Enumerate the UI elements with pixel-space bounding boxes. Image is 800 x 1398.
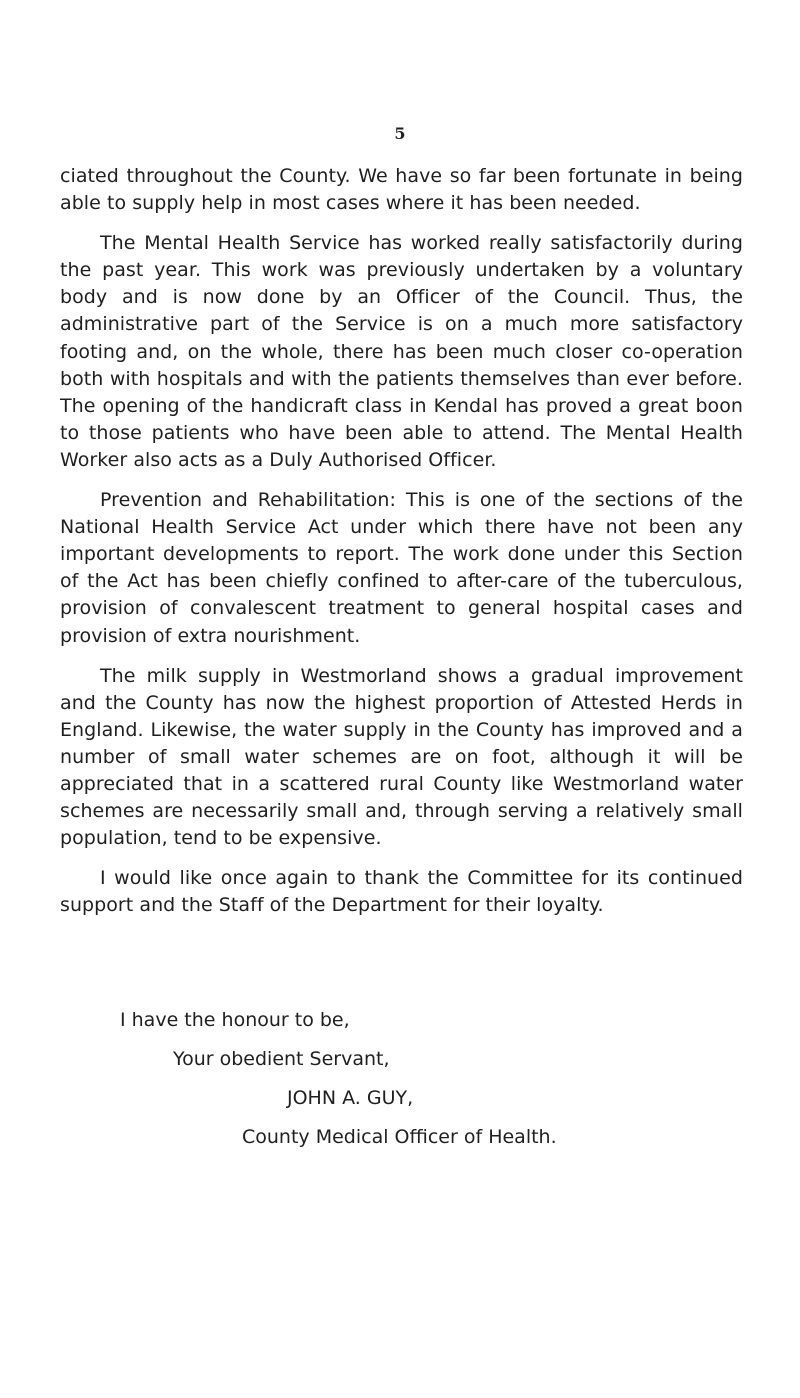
paragraph-prevention: Prevention and Rehabilitation: This is one of the sections of the National Health Service Act under which there have not been any important developments to report. The work done under this Section of the Act has been chiefly confined to after-care of the tuberculous, provision of convalescent treatment to general hospital cases and provision of extra nourishment. [60, 489, 743, 647]
paragraph-continuation: ciated throughout the County. We have so far been fortunate in being able to supply help in most cases where it has been needed. [60, 165, 743, 215]
page-number: 5 [394, 124, 406, 143]
paragraph-milk-water: The milk supply in Westmorland shows a gradual improvement and the County has now the highest proportion of Attested Herds in England. Likewise, the water supply in the County has improved and a number of small water schemes are on foot, although it will be appreciated that in a scattered rural County like Westmorland water schemes are necessarily small and, through serving a relatively small population, tend to be expensive. [60, 664, 743, 850]
closing-honour-line: I have the honour to be, [120, 1009, 350, 1031]
paragraph-mental-health: The Mental Health Service has worked really satisfactorily during the past year. This work was previously undertaken by a voluntary body and is now done by an Officer of the Council. Thus, the administrative part of the Service is on a much more satisfactory footing and, on the whole, there has been much closer co-operation both with hospitals and with the patients themselves than ever before. The opening of the handicraft class in Kendal has proved a great boon to those patients who have been able to attend. The Mental Health Worker also acts as a Duly Authorised Officer. [60, 232, 743, 471]
signature-title: County Medical Officer of Health. [242, 1126, 557, 1148]
closing-servant-line: Your obedient Servant, [173, 1048, 390, 1070]
paragraph-thanks: I would like once again to thank the Committee for its continued support and the Staff of the Department for their loyalty. [60, 867, 743, 917]
letter-body [60, 163, 743, 932]
signature-name: JOHN A. GUY, [287, 1087, 414, 1109]
